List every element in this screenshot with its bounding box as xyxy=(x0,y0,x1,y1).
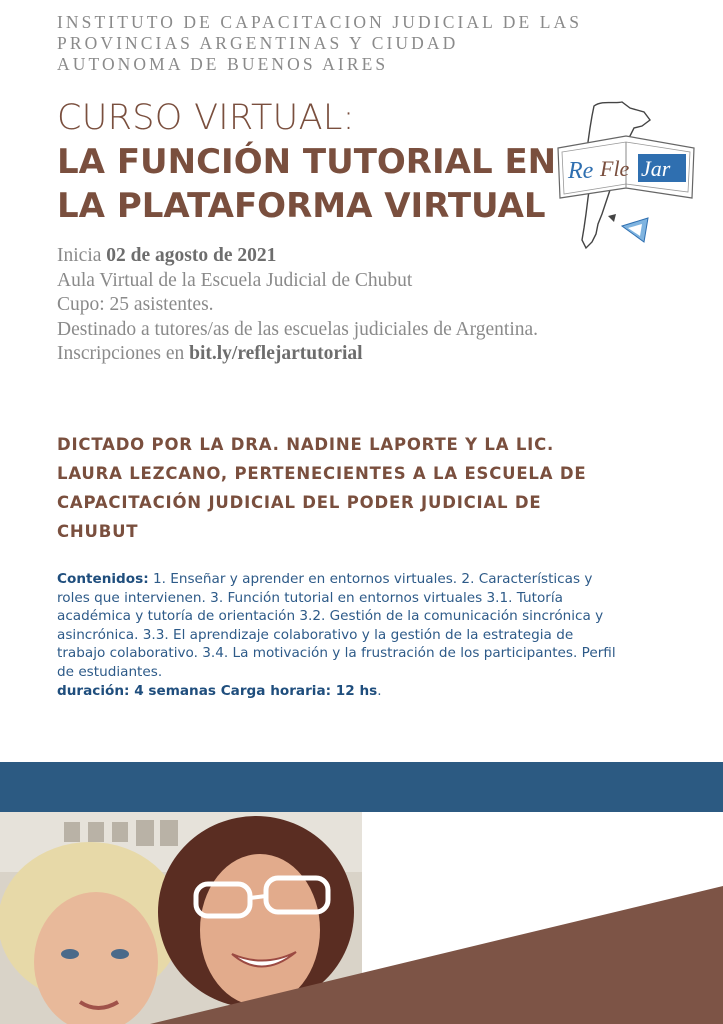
course-title-line-2: LA PLATAFORMA VIRTUAL xyxy=(57,186,546,226)
destinado-line: Destinado a tutores/as de las escuelas judiciales de Argentina. xyxy=(57,318,539,340)
contenidos-label: Contenidos: xyxy=(57,571,149,587)
logo-text-re: Re xyxy=(568,158,594,184)
course-title-line-1: LA FUNCIÓN TUTORIAL EN xyxy=(57,142,557,182)
inscripciones-line: Inscripciones en bit.ly/reflejartutorial xyxy=(57,343,363,364)
photo-area xyxy=(0,812,723,1024)
duracion-line: duración: 4 semanas Carga horaria: 12 hs. xyxy=(57,682,382,699)
blue-band xyxy=(0,762,723,812)
org-line-2: PROVINCIAS ARGENTINAS Y CIUDAD xyxy=(57,33,459,53)
contenidos-text: 1. Enseñar y aprender en entornos virtuales. 2. Características y roles que intervienen. 3. Función tutorial en entornos virtuales 3.1. Tutoría académica y tutoría de orientación 3.2. Gestión de la comunicación sincrónica y asincrónica. 3.3. El aprendizaje colaborativo y la gestión de la estrategia de trabajo colaborativo. 3.4. La motivación y la frustración de los participantes. Perfil de estudiantes. xyxy=(57,571,616,680)
org-line-1: INSTITUTO DE CAPACITACION JUDICIAL DE LAS xyxy=(57,12,583,32)
course-info xyxy=(57,244,617,367)
contenidos-block xyxy=(57,570,622,700)
reflejar-logo xyxy=(552,98,702,263)
cupo-line: Cupo: 25 asistentes. xyxy=(57,294,214,315)
start-line: Inicia 02 de agosto de 2021 xyxy=(57,245,277,266)
logo-text-fle: Fle xyxy=(600,156,630,181)
inscripciones-link[interactable]: bit.ly/reflejartutorial xyxy=(189,343,363,364)
org-line-3: AUTONOMA DE BUENOS AIRES xyxy=(57,54,389,74)
organization-name xyxy=(57,12,617,75)
course-label: CURSO VIRTUAL: xyxy=(57,98,355,138)
start-date: 02 de agosto de 2021 xyxy=(106,245,277,266)
dictado-por: DICTADO POR LA DRA. NADINE LAPORTE Y LA LIC. LAURA LEZCANO, PERTENECIENTES A LA ESCUELA DE CAPACITACIÓN JUDICIAL DEL PODER JUDICIAL DE CHUBUT xyxy=(57,435,587,541)
aula-line: Aula Virtual de la Escuela Judicial de Chubut xyxy=(57,269,413,291)
course-title xyxy=(57,140,557,228)
logo-text-jar: Jar xyxy=(641,156,671,181)
